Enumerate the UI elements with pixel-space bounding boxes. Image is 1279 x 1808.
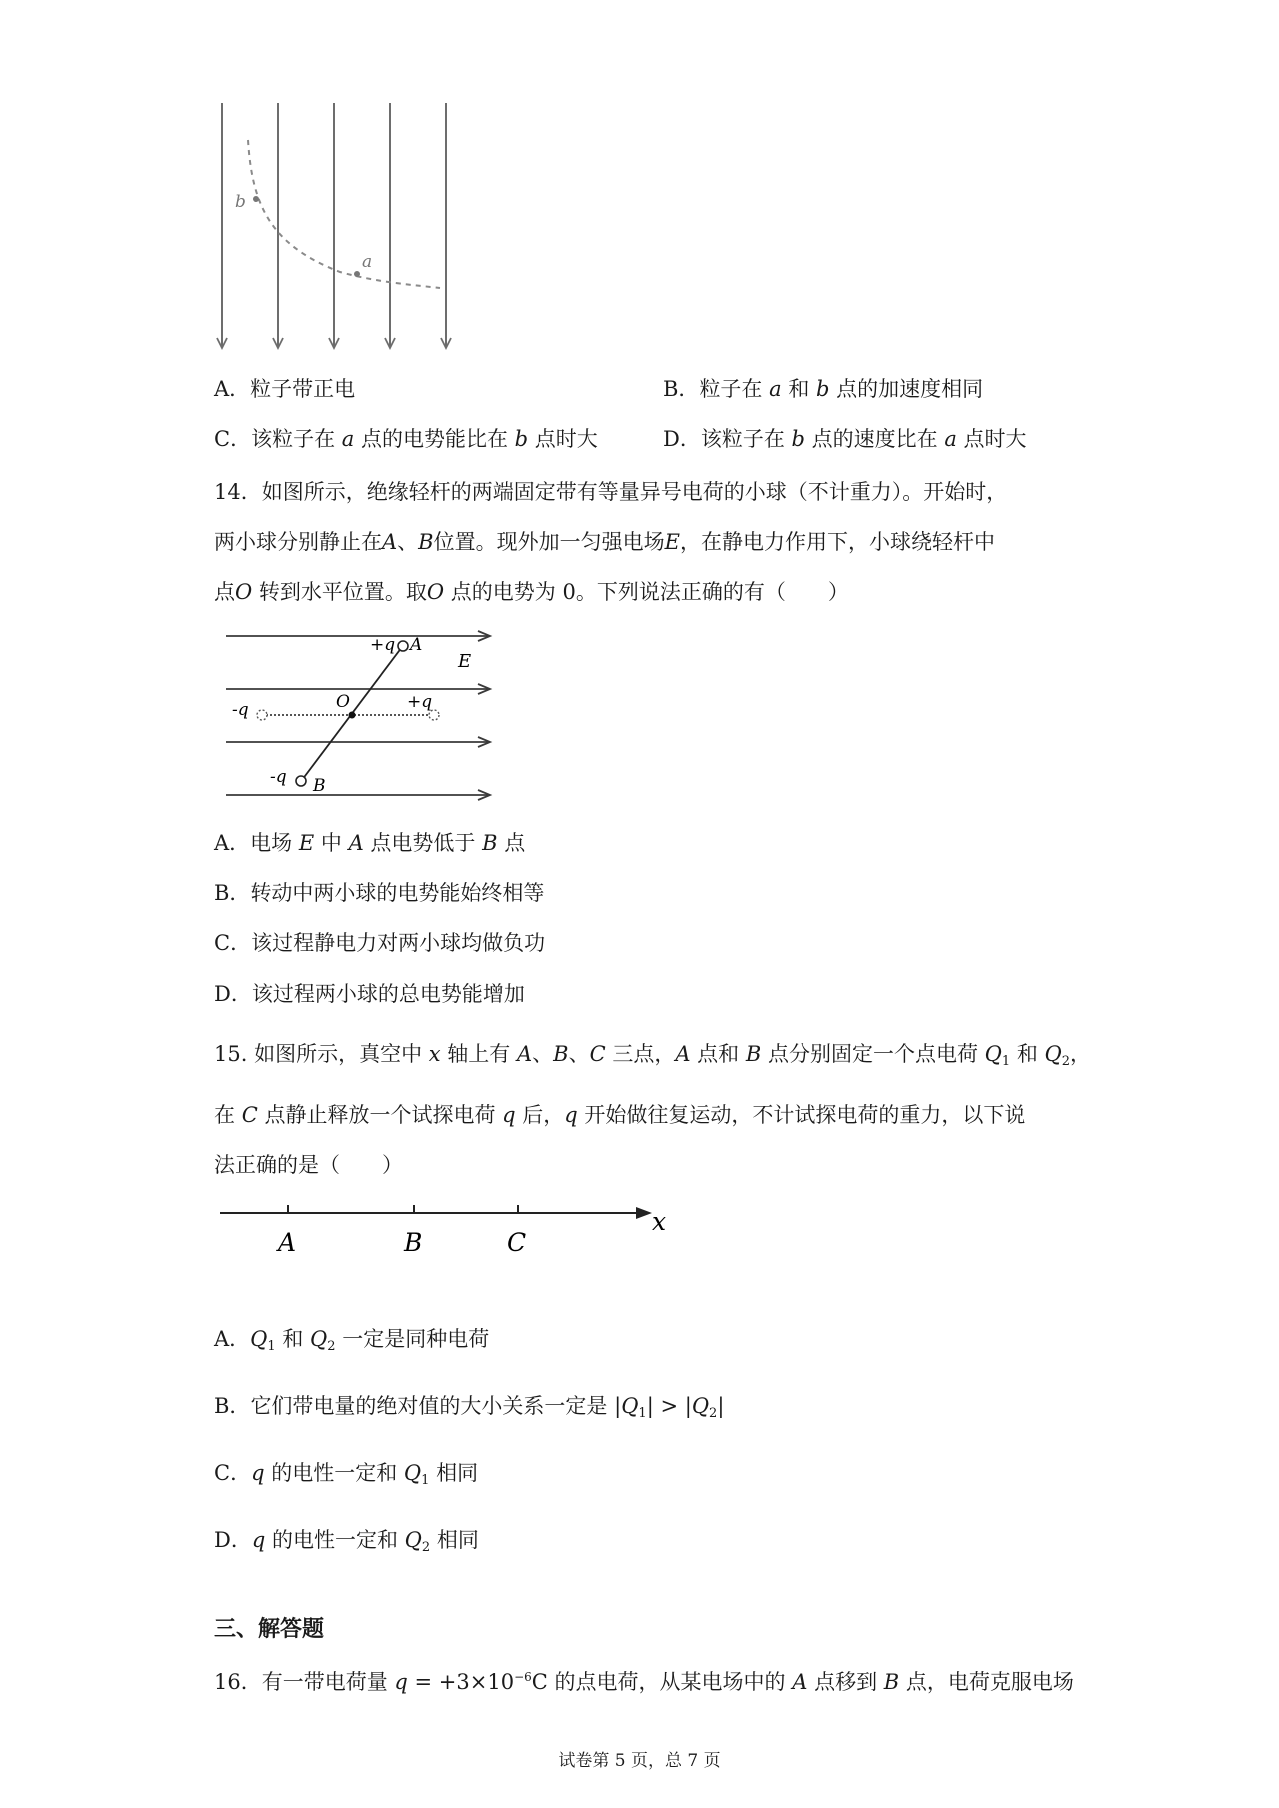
var: a	[769, 377, 782, 401]
text-run: 点	[214, 580, 235, 604]
var: B	[745, 1042, 762, 1066]
ball-left-dotted	[257, 710, 267, 720]
var: A	[516, 1042, 533, 1066]
text-run: 它们带电量的绝对值的大小关系一定是	[250, 1394, 615, 1418]
option-letter: C．	[214, 1461, 252, 1485]
text-run: 点静止释放一个试探电荷	[257, 1103, 503, 1127]
var: C	[241, 1103, 258, 1127]
text-run: 粒子在	[699, 377, 770, 401]
subscript: 2	[327, 1339, 336, 1354]
var: E	[298, 831, 315, 855]
subscript: 1	[267, 1339, 276, 1354]
option-text: 转动中两小球的电势能始终相等	[250, 881, 545, 905]
text-run: 点的电势为 0。下列说法正确的有（ ）	[444, 580, 849, 604]
var: O	[235, 580, 253, 604]
var: A	[792, 1670, 808, 1694]
text-run: 点时大	[528, 427, 598, 451]
text-run: 和	[275, 1327, 311, 1351]
var: x	[428, 1042, 441, 1066]
text-run: 转到水平位置。取	[252, 580, 427, 604]
option-letter: A．	[214, 1327, 251, 1351]
q15-option-d	[214, 1525, 479, 1563]
text-run: 两小球分别静止在	[214, 530, 382, 554]
option-letter: B．	[663, 377, 700, 401]
var: A	[675, 1042, 691, 1066]
page-footer: 试卷第 5 页，总 7 页	[558, 1751, 721, 1771]
axis-label-A: A	[278, 1228, 297, 1257]
text-run: 的电性一定和	[265, 1528, 405, 1552]
text-run: 电场	[250, 831, 299, 855]
var: B	[482, 831, 498, 855]
option-letter: D．	[663, 427, 701, 451]
label-E: E	[458, 651, 472, 672]
option-text: 粒子带正电	[250, 377, 356, 401]
var: Q	[621, 1394, 639, 1418]
text-run: 点	[497, 831, 526, 855]
q13-option-b	[663, 374, 983, 404]
var: Q	[404, 1528, 422, 1552]
text-run: 的点电荷，从某电场中的	[547, 1670, 793, 1694]
text-run: ，	[1070, 1042, 1092, 1066]
var: Q	[691, 1394, 710, 1418]
point-a	[354, 271, 360, 277]
var: q	[251, 1528, 266, 1552]
q14-option-b	[214, 878, 544, 908]
option-text: 该过程两小球的总电势能增加	[251, 982, 525, 1006]
axis-label-B: B	[404, 1228, 423, 1257]
text-run: 在	[214, 1103, 242, 1127]
pivot-o	[349, 712, 356, 719]
q14-option-a	[214, 828, 525, 858]
text-run: 和	[1010, 1042, 1045, 1066]
text-run: 点时大	[956, 427, 1027, 451]
option-letter: C．	[214, 427, 252, 451]
q15-option-c	[214, 1458, 478, 1496]
q13-option-c	[214, 424, 598, 454]
option-letter: A．	[214, 831, 251, 855]
var: b	[791, 427, 805, 451]
var: a	[944, 427, 957, 451]
var: B	[418, 530, 434, 554]
text-run: 点，电荷克服电场	[899, 1670, 1074, 1694]
text-run: C	[531, 1670, 548, 1694]
text-run: 16．有一带电荷量	[214, 1670, 395, 1694]
text-run: 点电势低于	[363, 831, 483, 855]
text-run: 中	[314, 831, 349, 855]
var: A	[382, 530, 398, 554]
text-run: 该粒子在	[700, 427, 792, 451]
point-b	[253, 196, 259, 202]
subscript: 2	[709, 1406, 718, 1421]
q15-stem-line-2	[214, 1100, 1025, 1130]
figure-q14-rod-in-field	[222, 625, 502, 805]
text-run: 点的加速度相同	[829, 377, 984, 401]
label-plus-q-top: +q	[370, 635, 396, 655]
text-run: 点分别固定一个点电荷	[761, 1042, 985, 1066]
var: Q	[403, 1461, 422, 1485]
particle-trajectory	[248, 140, 440, 288]
abs-bar: |	[684, 1394, 692, 1418]
option-letter: D．	[214, 1528, 252, 1552]
subscript: 2	[421, 1540, 431, 1555]
figure-q13-field-lines	[200, 95, 460, 355]
text-run: 14．如图所示，绝缘轻杆的两端固定带有等量异号电荷的小球（不计重力）。开始时，	[214, 480, 1008, 504]
text-run: 点的电势能比在	[354, 427, 515, 451]
q14-option-d	[214, 979, 525, 1009]
label-B: B	[313, 776, 326, 796]
var: B	[883, 1670, 900, 1694]
ball-b	[296, 776, 306, 786]
option-letter: D．	[214, 982, 252, 1006]
var: Q	[250, 1327, 268, 1351]
subscript: 1	[421, 1473, 430, 1488]
text-run: 法正确的是（ ）	[214, 1153, 403, 1177]
text-run: 15. 如图所示，真空中	[214, 1042, 429, 1066]
superscript: −6	[514, 1670, 532, 1684]
q16-stem-line-1	[214, 1662, 1074, 1697]
option-letter: C．	[214, 931, 252, 955]
text-run: ，在静电力作用下，小球绕轻杆中	[679, 530, 995, 554]
var: q	[251, 1461, 265, 1485]
var: q	[502, 1103, 516, 1127]
var: B	[553, 1042, 569, 1066]
var: E	[664, 530, 680, 554]
label-minus-q-bottom: -q	[270, 767, 287, 787]
var: O	[426, 580, 445, 604]
text-run: 点移到	[807, 1670, 884, 1694]
label-minus-q-left: -q	[232, 700, 249, 720]
subscript: 2	[1061, 1054, 1071, 1069]
arrow-right-icon	[636, 1207, 652, 1219]
text-run: 的电性一定和	[264, 1461, 404, 1485]
option-text: 该过程静电力对两小球均做负功	[251, 931, 546, 955]
q13-option-a	[214, 374, 355, 404]
figure-q15-x-axis	[218, 1196, 678, 1266]
var: Q	[984, 1042, 1002, 1066]
axis-label-C: C	[507, 1228, 527, 1257]
option-letter: B．	[214, 881, 251, 905]
q15-option-b	[214, 1391, 724, 1429]
text-run: 相同	[430, 1528, 479, 1552]
var: Q	[1044, 1042, 1062, 1066]
text-run: >	[653, 1394, 685, 1418]
label-A: A	[410, 635, 423, 655]
var: b	[514, 427, 529, 451]
text-run: 、	[397, 530, 419, 554]
var: a	[341, 427, 355, 451]
text-run: 三点，	[605, 1042, 676, 1066]
q14-option-c	[214, 928, 545, 958]
q14-stem-line-1	[214, 477, 1007, 507]
q15-stem-line-1	[214, 1039, 1091, 1077]
q15-option-a	[214, 1324, 489, 1362]
q14-stem-line-2	[214, 527, 995, 557]
text-run: 点的速度比在	[804, 427, 945, 451]
label-a: a	[362, 252, 373, 272]
text-run: = +3×10	[407, 1670, 515, 1694]
text-run: 、	[568, 1042, 590, 1066]
ball-a	[398, 641, 408, 651]
text-run: 后，	[515, 1103, 565, 1127]
var: q	[394, 1670, 408, 1694]
text-run: 、	[532, 1042, 554, 1066]
text-run: 该粒子在	[251, 427, 342, 451]
text-run: 一定是同种电荷	[335, 1327, 490, 1351]
q13-option-d	[663, 424, 1027, 454]
subscript: 1	[638, 1406, 647, 1421]
q15-stem-line-3	[214, 1150, 403, 1180]
axis-label-x: x	[652, 1207, 667, 1236]
text-run: 相同	[429, 1461, 479, 1485]
label-O: O	[336, 692, 350, 712]
abs-bar: |	[614, 1394, 622, 1418]
var: q	[564, 1103, 578, 1127]
option-letter: A．	[214, 377, 251, 401]
var: b	[816, 377, 830, 401]
text-run: 轴上有	[440, 1042, 517, 1066]
text-run: 开始做往复运动，不计试探电荷的重力，以下说	[577, 1103, 1026, 1127]
var: C	[589, 1042, 606, 1066]
var: A	[348, 831, 364, 855]
text-run: 点和	[690, 1042, 746, 1066]
section-heading: 三、解答题	[214, 1617, 325, 1642]
text-run: 位置。现外加一匀强电场	[433, 530, 665, 554]
option-letter: B．	[214, 1394, 251, 1418]
label-plus-q-right: +q	[407, 692, 433, 712]
var: Q	[310, 1327, 328, 1351]
text-run: 和	[781, 377, 817, 401]
abs-bar: |	[717, 1394, 725, 1418]
q14-stem-line-3	[214, 577, 849, 607]
label-b: b	[235, 192, 246, 212]
subscript: 1	[1001, 1054, 1011, 1069]
abs-bar: |	[646, 1394, 654, 1418]
